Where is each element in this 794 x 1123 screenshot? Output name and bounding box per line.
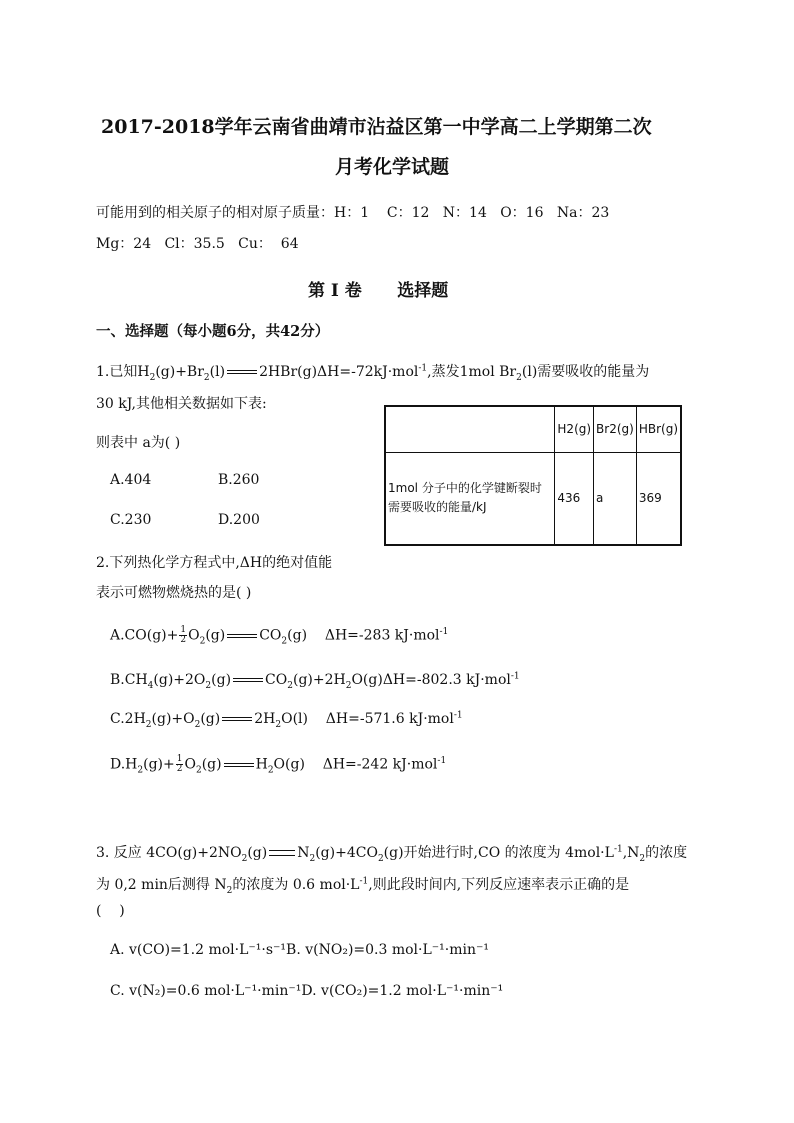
table-header-h2: H2(g) (555, 406, 594, 452)
q2-stem-line-2: 表示可燃物燃烧热的是( ) (96, 585, 252, 601)
reversible-arrow-icon (269, 850, 295, 856)
equals-arrow-icon (227, 634, 257, 638)
q1-stem-line-2: 30 kJ,其他相关数据如下表: (96, 396, 267, 412)
q1-option-c: C.230 (110, 512, 152, 528)
q1-stem-line-1: 1.已知$H_2(g)+Br_2(l)$ 2HBr(g)ΔH=-72kJ·mol$^{-1}$,蒸发1mol $Br_2(l)$需要吸收的能量为 (96, 363, 650, 383)
q1-option-b: B.260 (218, 472, 260, 488)
one-half-fraction: $\frac{1}{2}$ (176, 754, 183, 774)
q2-option-a: A.CO(g)+ $\frac{1}{2}$ $O_2(g)$ $CO_2(g)$ ΔH=-283 kJ·mol$^{-1}$ (110, 625, 449, 647)
table-cell-br2: a (594, 452, 637, 545)
one-half-fraction: $\frac{1}{2}$ (180, 625, 187, 645)
q2-stem-line-1: 2.下列热化学方程式中,ΔH的绝对值能 (96, 555, 333, 571)
table-cell-hbr: 369 (636, 452, 681, 545)
q2-option-c: $C.2H_2(g)+O_2(g)$ $2H_2O(l)$ ΔH=-571.6 kJ·mol$^{-1}$ (110, 710, 463, 730)
equals-arrow-icon (222, 717, 252, 721)
q1-option-d: D.200 (218, 512, 260, 528)
q3-stem-line-1: 3. 反应 $4CO(g)+2NO_2(g)$ $N_2(g)+4CO_2(g)$开始进行时,CO 的浓度为 $4mol\cdot L^{-1},N_2$的浓度 (96, 844, 688, 864)
table-cell-h2: 436 (555, 452, 594, 545)
q1-question: 则表中 a为( ) (96, 435, 181, 451)
equals-arrow-icon (233, 678, 263, 682)
q3-answer-paren: ( ) (96, 903, 125, 919)
q2-option-b: $B.CH_4(g)+2O_2(g)$ $CO_2(g)+2H_2O(g)\Delta H=-802.3$ kJ·mol$^{-1}$ (110, 671, 520, 691)
part-heading: 一、选择题（每小题6分，共42分） (96, 323, 330, 340)
table-header-empty (385, 406, 555, 452)
q1-option-a: A.404 (110, 472, 152, 488)
section-heading: 第 Ⅰ 卷 选择题 (308, 281, 449, 301)
q3-options-c-d: C. v(N₂)=0.6 mol·L⁻¹·min⁻¹D. v(CO₂)=1.2 mol·L⁻¹·min⁻¹ (110, 983, 504, 999)
table-row (385, 452, 681, 545)
atomic-masses-line-2: Mg：24 Cl：35.5 Cu： 64 (96, 236, 299, 252)
q3-options-a-b: A. v(CO)=1.2 mol·L⁻¹·s⁻¹B. v(NO₂)=0.3 mol·L⁻¹·min⁻¹ (110, 942, 490, 958)
table-header-br2: Br2(g) (594, 406, 637, 452)
table-header-row (385, 406, 681, 452)
equals-arrow-icon (224, 763, 254, 767)
atomic-masses-line-1: 可能用到的相关原子的相对原子质量：H：1 C：12 N：14 O：16 Na：23 (96, 205, 610, 221)
equals-arrow-icon (227, 370, 257, 374)
title-line-1: 2017-2018学年云南省曲靖市沾益区第一中学高二上学期第二次 (101, 116, 652, 138)
q2-option-d: $D.H_2(g)+$ $\frac{1}{2}$ $O_2(g)$ $H_2O(g)$ ΔH=-242 kJ·mol$^{-1}$ (110, 754, 447, 776)
q3-stem-line-2: 为 0,2 min后测得 $N_2$的浓度为 0.6 $mol\cdot L^{-1}$,则此段时间内,下列反应速率表示正确的是 (96, 876, 630, 896)
table-row-label: 1mol 分子中的化学键断裂时需要吸收的能量/kJ (385, 452, 555, 545)
table-header-hbr: HBr(g) (636, 406, 681, 452)
bond-energy-table (384, 405, 682, 546)
title-line-2: 月考化学试题 (335, 156, 450, 178)
